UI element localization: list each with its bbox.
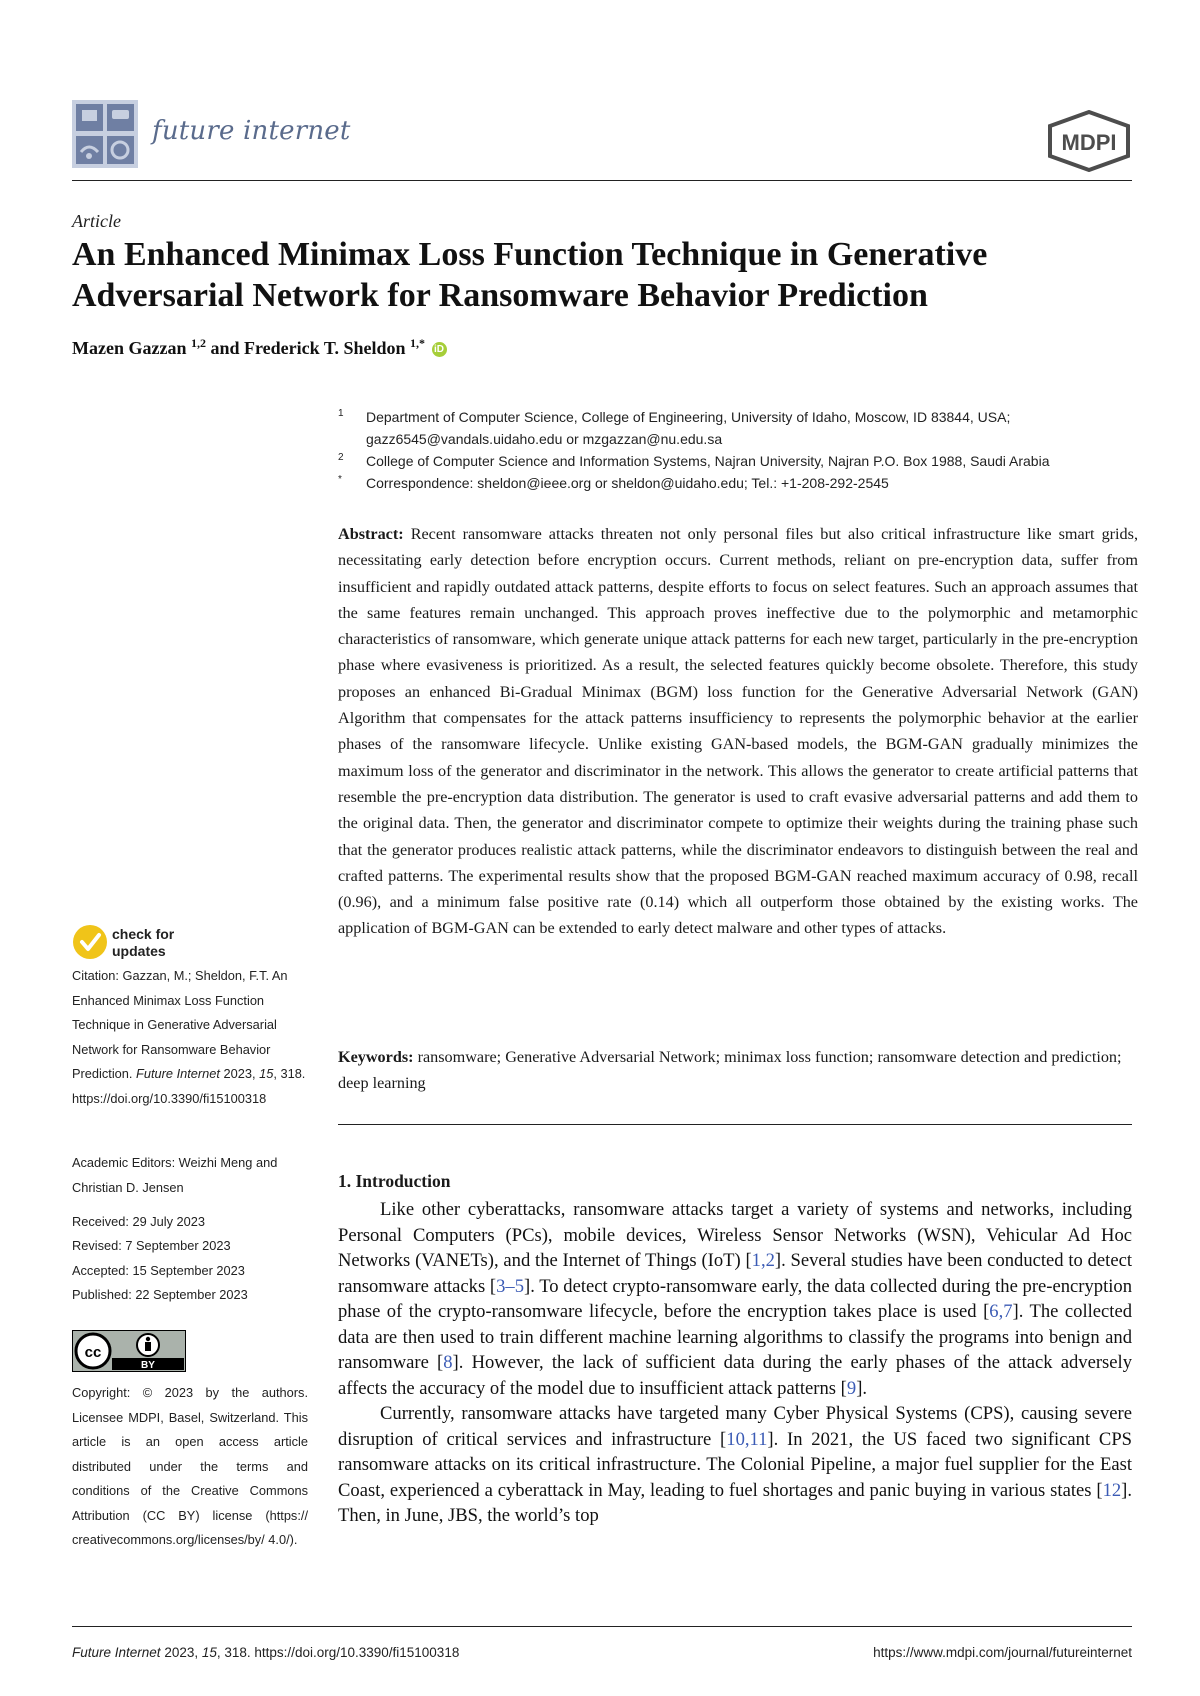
section-rule bbox=[338, 1124, 1132, 1125]
academic-editors: Academic Editors: Weizhi Meng and Christian D. Jensen bbox=[72, 1155, 278, 1195]
footer-volume: 15 bbox=[201, 1645, 217, 1660]
check-updates-line2: updates bbox=[112, 943, 166, 959]
affiliation-mark: * bbox=[338, 474, 342, 485]
affiliation-text: Correspondence: sheldon@ieee.org or sheldon@uidaho.edu; Tel.: +1-208-292-2545 bbox=[366, 475, 889, 491]
author-1[interactable]: Mazen Gazzan bbox=[72, 338, 187, 358]
keywords bbox=[338, 1044, 1138, 1096]
citation-block bbox=[72, 964, 308, 1111]
citation-year: 2023, bbox=[219, 1066, 260, 1081]
date-received: Received: 29 July 2023 bbox=[72, 1214, 206, 1229]
authors bbox=[72, 336, 447, 359]
mdpi-logo-icon bbox=[1046, 110, 1132, 172]
citation-journal: Future Internet bbox=[136, 1066, 220, 1081]
journal-name: future internet bbox=[152, 116, 351, 146]
text-run: Like other cyberattacks, ransomware attacks target a variety of systems and networks, including Personal Computers (PCs), mobile devices, Wireless Sensor Networks (WSN), Vehicular Ad Hoc Networks (VANETs), and the Internet of Things (IoT) [ bbox=[338, 1199, 1132, 1271]
citation-text: Gazzan, M.; Sheldon, F.T. An Enhanced Minimax Loss Function Technique in Generative Adversarial Network for Ransomware Behavior Prediction. bbox=[72, 968, 288, 1081]
author-1-affil: 1,2 bbox=[190, 336, 206, 350]
affiliation-item bbox=[338, 450, 1138, 472]
author-2-affil: 1,* bbox=[410, 336, 426, 350]
text-run: ]. bbox=[856, 1377, 868, 1399]
check-updates-line1: check for bbox=[112, 926, 175, 942]
citation-link[interactable]: 8 bbox=[443, 1352, 453, 1373]
footer-citation bbox=[72, 1645, 459, 1660]
citation-doi[interactable]: , 318. https://doi.org/10.3390/fi15100318 bbox=[72, 1066, 306, 1106]
paragraph bbox=[338, 1401, 1132, 1529]
svg-text:cc: cc bbox=[84, 1344, 102, 1361]
paragraph bbox=[338, 1197, 1132, 1401]
footer-rule bbox=[72, 1626, 1132, 1627]
affiliation-item bbox=[338, 406, 1138, 450]
check-for-updates-badge[interactable] bbox=[72, 921, 192, 963]
cc-by-label: BY bbox=[141, 1360, 155, 1371]
footer-year: 2023, bbox=[160, 1645, 202, 1660]
footer-journal: Future Internet bbox=[72, 1645, 161, 1660]
footer-journal-url[interactable]: https://www.mdpi.com/journal/futureinternet bbox=[873, 1645, 1132, 1660]
footer-doi[interactable]: , 318. https://doi.org/10.3390/fi15100318 bbox=[216, 1645, 460, 1660]
text-run: ]. However, the lack of sufficient data during the early phases of the attack adversely affects the accuracy of the model due to insufficient attack patterns [ bbox=[338, 1352, 1132, 1399]
affiliations bbox=[338, 406, 1138, 494]
keywords-label: Keywords: bbox=[338, 1048, 414, 1066]
author-connector: and bbox=[210, 338, 244, 358]
abstract-label: Abstract: bbox=[338, 525, 404, 543]
text-run: ]. The collected data are then used to train different machine learning algorithms to classify the programs into benign and ransomware [ bbox=[338, 1301, 1132, 1373]
citation-link[interactable]: 6,7 bbox=[989, 1301, 1013, 1322]
introduction-body bbox=[338, 1197, 1132, 1529]
svg-text:MDPI: MDPI bbox=[1061, 130, 1117, 155]
citation-label: Citation: bbox=[72, 968, 119, 983]
header-rule bbox=[72, 180, 1132, 181]
citation-link[interactable]: 10,11 bbox=[726, 1428, 768, 1450]
citation-volume: 15 bbox=[259, 1066, 274, 1081]
affiliation-text: Department of Computer Science, College of Engineering, University of Idaho, Moscow, ID 83844, USA; gazz6545@vandals.uidaho.edu or mzgazzan@nu.edu.sa bbox=[366, 409, 1011, 447]
date-accepted: Accepted: 15 September 2023 bbox=[72, 1262, 245, 1278]
journal-logo-icon bbox=[72, 100, 138, 168]
orcid-icon[interactable]: iD bbox=[432, 342, 447, 357]
date-published: Published: 22 September 2023 bbox=[72, 1286, 248, 1302]
publication-dates bbox=[72, 1210, 308, 1307]
keywords-text: ransomware; Generative Adversarial Network; minimax loss function; ransomware detection and prediction; deep learning bbox=[338, 1048, 1122, 1092]
text-run: Currently, ransomware attacks have targeted many Cyber Physical Systems (CPS), causing severe disruption of critical services and infrastructure [ bbox=[338, 1403, 1132, 1450]
text-run: ]. In 2021, the US faced two significant CPS ransomware attacks on its critical infrastructure. The Colonial Pipeline, a major fuel supplier for the East Coast, experienced a cyberattack in May, leading to fuel shortages and panic buying in various states [ bbox=[338, 1428, 1133, 1501]
text-run: ]. Several studies have been conducted to detect ransomware attacks [ bbox=[338, 1250, 1132, 1297]
date-revised: Revised: 7 September 2023 bbox=[72, 1238, 231, 1254]
citation-link[interactable]: 9 bbox=[846, 1377, 857, 1399]
abstract-text: Recent ransomware attacks threaten not only personal files but also critical infrastructure like smart grids, necessitating early detection before encryption occurs. Current methods, reliant on pre-encryption data, suffer from insufficient and rapidly outdated attack patterns, despite efforts to focus on select features. Such an approach assumes that the same features remain unchanged. This approach proves ineffective due to the polymorphic and metamorphic characteristics of ransomware, which generate unique attack patterns for each new target, particularly in the pre-encryption phase where evasiveness is prioritized. As a result, the selected features quickly become obsolete. Therefore, this study proposes an enhanced Bi-Gradual Minimax (BGM) loss function for the Generative Adversarial Network (GAN) Algorithm that compensates for the attack patterns insufficiency to represents the polymorphic behavior at the earlier phases of the ransomware lifecycle. Unlike existing GAN-based models, the BGM-GAN gradually minimizes the maximum loss of the generator and discriminator in the network. This allows the generator to create artificial patterns that resemble the pre-encryption data distribution. The generator is used to craft evasive adversarial patterns and add them to the original data. Then, the generator and discriminator compete to optimize their weights during the training phase such that the generator produces realistic attack patterns, while the discriminator endeavors to distinguish between the real and crafted patterns. The experimental results show that the proposed BGM-GAN reached maximum accuracy of 0.98, recall (0.96), and a minimum false positive rate (0.14) which all outperform those obtained by the existing works. The application of BGM-GAN can be extended to early detect malware and other types of attacks. bbox=[338, 525, 1138, 938]
affiliation-item bbox=[338, 472, 1138, 494]
affiliation-text: College of Computer Science and Information Systems, Najran University, Najran P.O. Box 1988, Saudi Arabia bbox=[366, 453, 1050, 469]
citation-link[interactable]: 3–5 bbox=[496, 1275, 524, 1297]
cc-by-license-icon[interactable] bbox=[72, 1330, 186, 1372]
abstract bbox=[338, 521, 1138, 942]
text-run: ]. To detect crypto-ransomware early, the data collected during the pre-encryption phase of the crypto-ransomware lifecycle, before the encryption takes place is used [ bbox=[338, 1275, 1132, 1322]
author-2[interactable]: Frederick T. Sheldon bbox=[244, 338, 406, 358]
affiliation-mark: 2 bbox=[338, 452, 344, 463]
affiliation-mark: 1 bbox=[338, 408, 344, 419]
citation-link[interactable]: 12 bbox=[1102, 1479, 1122, 1501]
section-heading: 1. Introduction bbox=[338, 1171, 451, 1191]
text-run: ]. Then, in June, JBS, the world’s top bbox=[338, 1479, 1132, 1526]
copyright-notice: Copyright: © 2023 by the authors. Licensee MDPI, Basel, Switzerland. This article is an open access article distributed under the terms and conditions of the Creative Commons Attribution (CC BY) license (https:// creativecommons.org/licenses/by/ 4.0/). bbox=[72, 1385, 308, 1547]
article-type: Article bbox=[72, 211, 121, 231]
article-title: An Enhanced Minimax Loss Function Technique in Generative Adversarial Network for Ransomware Behavior Prediction bbox=[72, 236, 988, 314]
citation-link[interactable]: 1,2 bbox=[751, 1250, 775, 1271]
